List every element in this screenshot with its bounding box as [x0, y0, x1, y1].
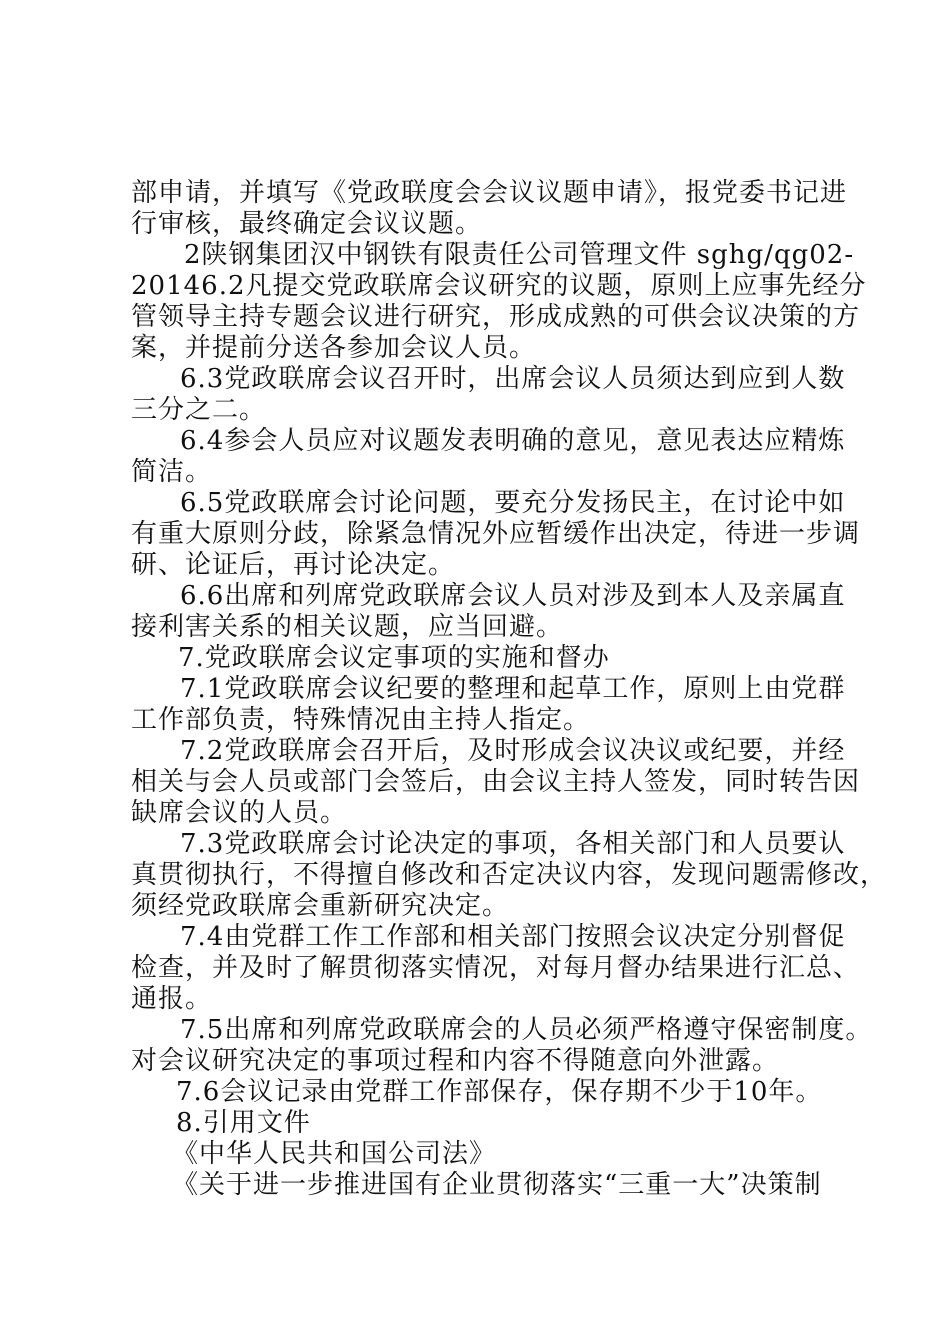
text-line: 缺席会议的人员。 — [131, 798, 348, 828]
text-line: 相关与会人员或部门会签后，由会议主持人签发，同时转告因 — [131, 767, 861, 797]
text-line: 真贯彻执行，不得擅自修改和否定决议内容，发现问题需修改， — [131, 860, 888, 890]
text-line: 部申请，并填写《党政联度会会议议题申请》，报党委书记进 — [131, 178, 848, 208]
section-heading: 8.引用文件 — [176, 1108, 311, 1138]
text-line: 7.5出席和列席党政联席会的人员必须严格遵守保密制度。 — [180, 1015, 873, 1045]
text-line: 6.4参会人员应对议题发表明确的意见，意见表达应精炼 — [180, 426, 846, 456]
text-line: 7.1党政联席会议纪要的整理和起草工作，原则上由党群 — [180, 674, 846, 704]
text-line: 7.6会议记录由党群工作部保存，保存期不少于10年。 — [176, 1077, 823, 1107]
text-line: 2陕钢集团汉中钢铁有限责任公司管理文件 sghg/qg02- — [184, 240, 855, 270]
text-line: 6.3党政联席会议召开时，出席会议人员须达到应到人数 — [180, 364, 846, 394]
text-line: 管领导主持专题会议进行研究，形成成熟的可供会议决策的方 — [131, 302, 861, 332]
text-line: 案，并提前分送各参加会议人员。 — [131, 333, 537, 363]
text-line: 接利害关系的相关议题，应当回避。 — [131, 612, 564, 642]
text-line: 6.5党政联席会讨论问题，要充分发扬民主，在讨论中如 — [180, 488, 846, 518]
text-line: 6.6出席和列席党政联席会议人员对涉及到本人及亲属直 — [180, 581, 846, 611]
reference-item: 《关于进一步推进国有企业贯彻落实“三重一大”决策制 — [172, 1170, 822, 1200]
text-line: 有重大原则分歧，除紧急情况外应暂缓作出决定，待进一步调 — [131, 519, 861, 549]
text-line: 简洁。 — [131, 457, 213, 487]
text-line: 检查，并及时了解贯彻落实情况，对每月督办结果进行汇总、 — [131, 953, 861, 983]
text-line: 7.3党政联席会讨论决定的事项，各相关部门和人员要认 — [180, 829, 846, 859]
reference-item: 《中华人民共和国公司法》 — [172, 1139, 497, 1169]
text-line: 研、论证后，再讨论决定。 — [131, 550, 456, 580]
text-line: 对会议研究决定的事项过程和内容不得随意向外泄露。 — [131, 1046, 780, 1076]
text-line: 通报。 — [131, 984, 213, 1014]
section-heading: 7.党政联席会议定事项的实施和督办 — [178, 643, 610, 673]
text-line: 工作部负责，特殊情况由主持人指定。 — [131, 705, 591, 735]
text-line: 7.2党政联席会召开后，及时形成会议决议或纪要，并经 — [180, 736, 846, 766]
text-line: 须经党政联席会重新研究决定。 — [131, 891, 510, 921]
text-line: 三分之二。 — [131, 395, 267, 425]
text-line: 20146.2凡提交党政联席会议研究的议题，原则上应事先经分 — [131, 271, 867, 301]
text-line: 行审核，最终确定会议议题。 — [131, 209, 483, 239]
text-line: 7.4由党群工作工作部和相关部门按照会议决定分别督促 — [180, 922, 846, 952]
